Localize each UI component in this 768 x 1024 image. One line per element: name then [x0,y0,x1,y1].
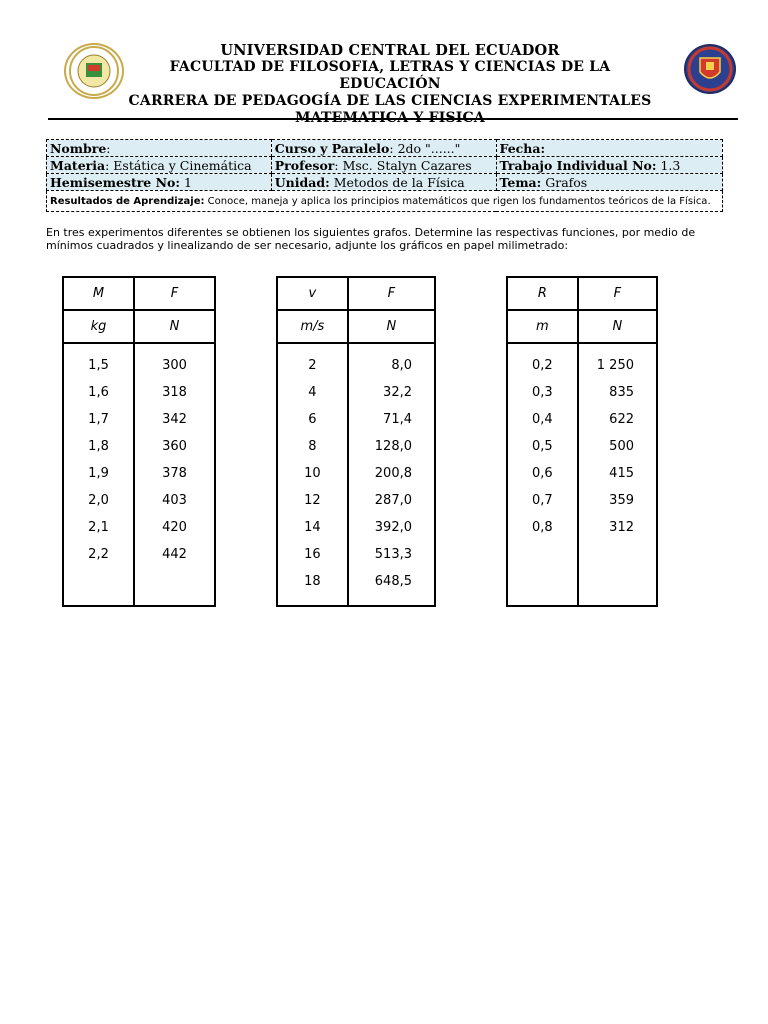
table-row [277,541,435,568]
tema-value: Grafos [541,174,588,190]
table-row [63,460,215,487]
table-cell: 622 [609,412,634,427]
fecha-cell [496,140,723,157]
table-cell: 342 [162,412,187,427]
table-cell: 8,0 [391,358,412,373]
column-header: R [507,277,578,310]
trabajo-cell [496,157,723,174]
hemi-value: 1 [180,174,192,190]
table-row [63,541,215,568]
intro-paragraph: En tres experimentos diferentes se obtienen los siguientes grafos. Determine las respectivas funciones, por medio de mínimos cuadrados y linealizando de ser necesario, adjunte los gráficos en papel milimetrado: [46,226,696,252]
table-row [277,352,435,379]
resultados-label: Resultados de Aprendizaje: [50,195,205,207]
table-cell: 1 250 [596,358,634,373]
column-header: M [63,277,134,310]
table-row [277,514,435,541]
table-cell: 0,5 [507,433,578,460]
hemi-label: Hemisemestre No: [50,174,180,190]
table-cell: 442 [162,547,187,562]
curso-label: Curso y Paralelo [274,140,390,156]
table-cell: 12 [277,487,348,514]
resultados-cell [47,191,723,212]
table-row [277,406,435,433]
column-unit: m [507,310,578,343]
university-seal-logo [64,43,124,99]
header-faculty: FACULTAD DE FILOSOFIA, LETRAS Y CIENCIAS DE LA EDUCACIÓN [169,59,611,92]
materia-cell [47,157,272,174]
table-cell: 32,2 [383,385,412,400]
table-cell: 318 [162,385,187,400]
table-cell: 16 [277,541,348,568]
table-cell [507,568,578,595]
table-cell: 2 [277,352,348,379]
unidad-cell [271,174,496,191]
table-row [277,379,435,406]
column-header: v [277,277,348,310]
table-row [63,433,215,460]
hemi-cell [47,174,272,191]
column-unit: N [348,310,435,343]
table-cell: 420 [162,520,187,535]
curso-cell [271,140,496,157]
table-cell: 14 [277,514,348,541]
tema-cell [496,174,723,191]
data-table-mass [62,276,216,607]
table-cell: 1,6 [63,379,134,406]
table-row [277,568,435,595]
table-cell: 0,4 [507,406,578,433]
table-cell: 128,0 [374,439,412,454]
table-cell: 500 [609,439,634,454]
table-row [63,487,215,514]
fecha-label: Fecha: [499,140,546,156]
header-career: CARRERA DE PEDAGOGÍA DE LAS CIENCIAS EXPERIMENTALES [128,93,652,109]
table-cell: 0,2 [507,352,578,379]
table-row [277,433,435,460]
nombre-cell [47,140,272,157]
table-row [63,514,215,541]
table-cell: 4 [277,379,348,406]
table-row [507,514,657,541]
table-cell: 2,1 [63,514,134,541]
table-cell: 2,2 [63,541,134,568]
materia-value: : Estática y Cinemática [105,157,252,173]
table-cell: 415 [609,466,634,481]
curso-value: : 2do "......" [389,140,461,156]
column-header: F [578,277,657,310]
table-cell: 287,0 [374,493,412,508]
table-row [277,460,435,487]
column-unit: N [578,310,657,343]
table-row [63,568,215,595]
table-row [63,379,215,406]
faculty-shield-logo [684,44,736,94]
trabajo-label: Trabajo Individual No: [499,157,657,173]
trabajo-value: 1.3 [656,157,681,173]
table-row [507,541,657,568]
table-cell: 71,4 [383,412,412,427]
table-cell: 10 [277,460,348,487]
unidad-value: Metodos de la Física [329,174,465,190]
table-cell: 648,5 [374,574,412,589]
header-university: UNIVERSIDAD CENTRAL DEL ECUADOR [220,42,560,59]
column-unit: N [134,310,215,343]
table-cell: 359 [609,493,634,508]
table-row [507,433,657,460]
table-cell: 403 [162,493,187,508]
table-cell: 0,8 [507,514,578,541]
table-cell: 0,7 [507,487,578,514]
table-cell: 312 [609,520,634,535]
header-subject: MATEMATICA Y FISICA [295,110,485,126]
table-units-row [277,310,435,343]
table-cell: 18 [277,568,348,595]
table-cell: 200,8 [374,466,412,481]
document-header [120,42,660,127]
table-header-row [277,277,435,310]
table-cell: 360 [162,439,187,454]
table-cell: 0,6 [507,460,578,487]
table-row [277,487,435,514]
column-unit: kg [63,310,134,343]
column-header: F [134,277,215,310]
table-cell: 513,3 [374,547,412,562]
materia-label: Materia [50,157,106,173]
table-cell: 392,0 [374,520,412,535]
table-row [63,406,215,433]
table-cell: 300 [162,358,187,373]
table-cell [507,541,578,568]
info-table [46,139,723,212]
table-units-row [507,310,657,343]
nombre-label: Nombre [50,140,107,156]
table-header-row [507,277,657,310]
table-row [63,352,215,379]
profesor-value: : Msc. Stalyn Cazares [334,157,472,173]
table-cell: 378 [162,466,187,481]
table-cell: 835 [609,385,634,400]
header-rule [48,118,738,120]
unidad-label: Unidad: [274,174,330,190]
column-unit: m/s [277,310,348,343]
tema-label: Tema: [499,174,542,190]
table-cell: 1,8 [63,433,134,460]
table-row [507,487,657,514]
profesor-cell [271,157,496,174]
table-row [507,460,657,487]
table-row [507,352,657,379]
table-row [507,568,657,595]
table-cell: 8 [277,433,348,460]
table-cell [578,568,657,595]
table-row [507,379,657,406]
nombre-value: : [106,140,111,156]
resultados-value: Conoce, maneja y aplica los principios matemáticos que rigen los fundamentos teóricos de la Física. [204,195,711,207]
column-header: F [348,277,435,310]
table-cell: 1,7 [63,406,134,433]
data-table-velocity [276,276,436,607]
profesor-label: Profesor [274,157,335,173]
table-cell: 2,0 [63,487,134,514]
table-cell [578,541,657,568]
table-cell [134,568,215,595]
table-cell [63,568,134,595]
table-cell: 1,5 [63,352,134,379]
table-row [507,406,657,433]
table-cell: 6 [277,406,348,433]
table-header-row [63,277,215,310]
table-units-row [63,310,215,343]
table-cell: 1,9 [63,460,134,487]
data-table-radius [506,276,658,607]
table-cell: 0,3 [507,379,578,406]
